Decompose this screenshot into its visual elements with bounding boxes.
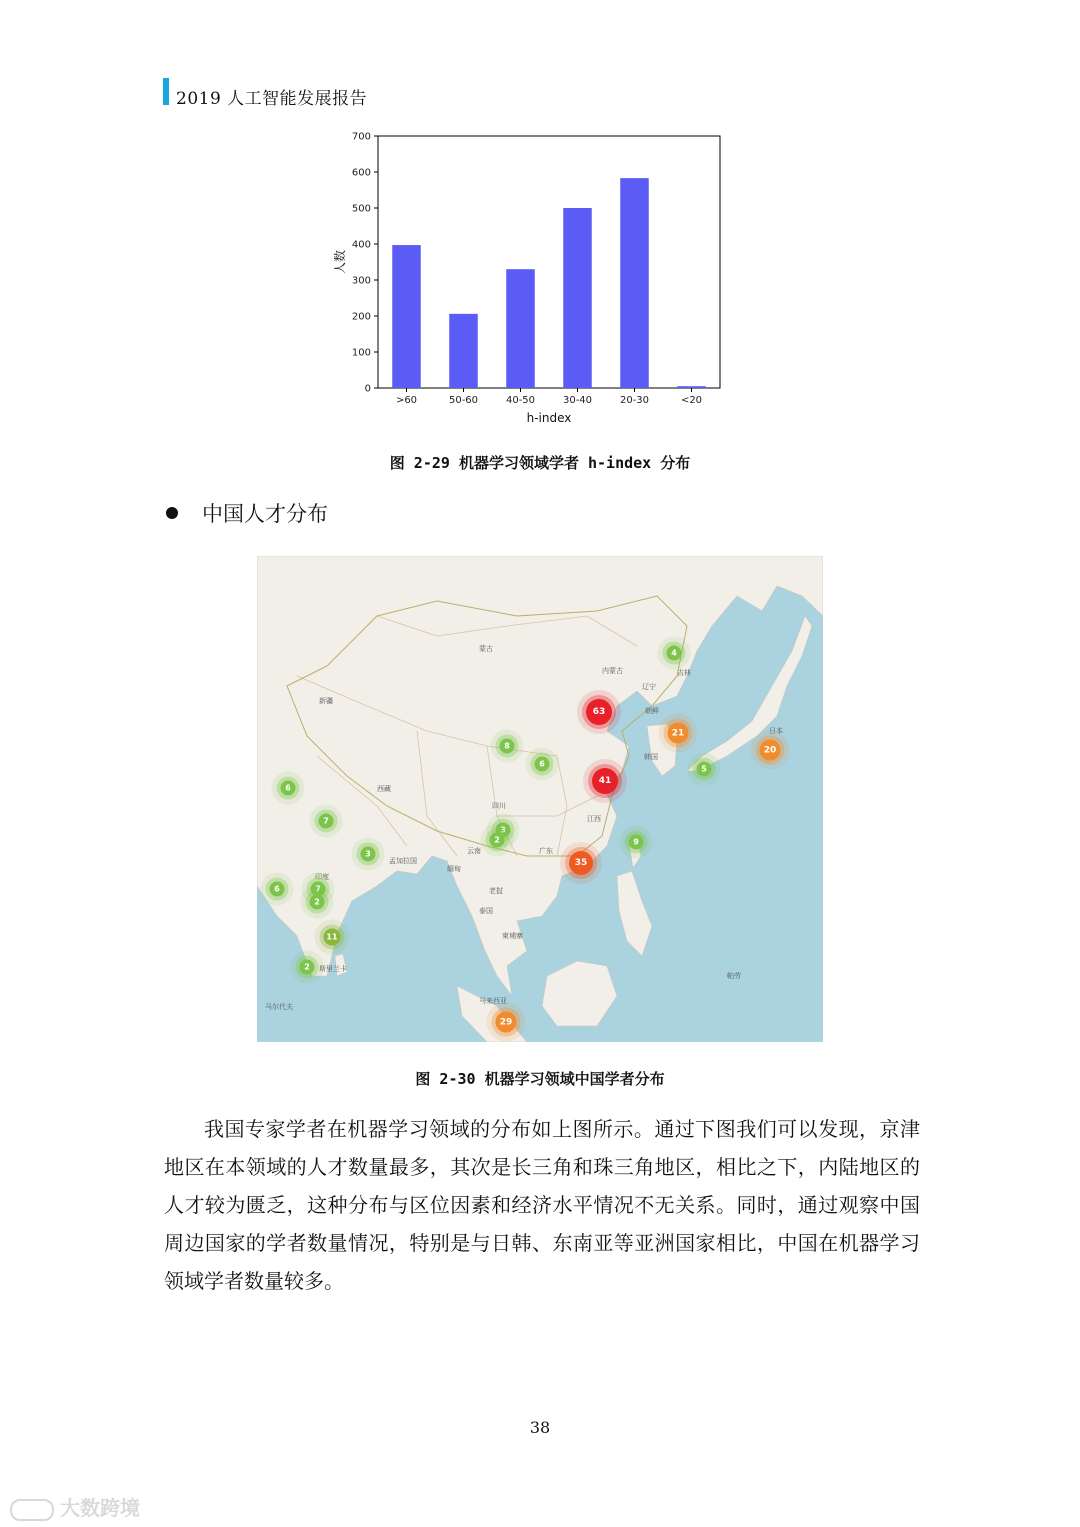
cluster-marker[interactable]: 4	[667, 646, 682, 661]
bar-40-50	[506, 269, 535, 388]
place-label: 帕劳	[727, 972, 741, 980]
figure-caption-2: 图 2-30 机器学习领域中国学者分布	[415, 1070, 665, 1088]
plot-frame	[378, 136, 720, 388]
bar-20-30	[620, 178, 649, 388]
place-label: 马尔代夫	[265, 1003, 293, 1011]
cluster-marker[interactable]: 6	[281, 781, 296, 796]
place-label: 西藏	[377, 785, 391, 793]
cluster-marker[interactable]: 35	[569, 851, 593, 875]
place-label: 内蒙古	[602, 667, 623, 675]
cluster-marker[interactable]: 3	[361, 847, 376, 862]
cluster-marker[interactable]: 2	[300, 960, 315, 975]
x-tick-label: 50-60	[448, 395, 479, 406]
x-axis-label: h-index	[526, 411, 572, 425]
place-label: 新疆	[319, 697, 333, 705]
cluster-marker[interactable]: 21	[668, 723, 689, 744]
body-paragraph-block	[164, 1110, 920, 1300]
sumatra-land	[457, 986, 527, 1042]
y-tick-label: 700	[351, 131, 371, 143]
bar->60	[392, 245, 421, 388]
place-label: 斯里兰卡	[319, 965, 347, 973]
y-tick-label: 100	[351, 347, 371, 359]
watermark-logo-icon	[10, 1499, 54, 1521]
bullet-dot	[166, 507, 178, 519]
figure-caption-1: 图 2-29 机器学习领域学者 h-index 分布	[389, 454, 691, 472]
x-tick-label: 20-30	[619, 395, 650, 406]
cluster-marker[interactable]: 29	[496, 1012, 517, 1033]
cluster-marker[interactable]: 2	[490, 833, 505, 848]
cluster-marker[interactable]: 63	[586, 699, 612, 725]
y-tick-label: 600	[351, 167, 371, 179]
y-axis-label: 人数	[333, 249, 347, 275]
cluster-marker[interactable]: 7	[311, 882, 326, 897]
place-label: 老挝	[489, 887, 503, 895]
place-label: 江西	[587, 815, 601, 823]
place-label: 辽宁	[642, 683, 656, 691]
cluster-marker[interactable]: 41	[592, 768, 618, 794]
philippines-land	[617, 871, 652, 956]
china-talent-map	[257, 556, 823, 1042]
h-index-bar-chart	[0, 0, 1080, 440]
bar-<20	[677, 386, 706, 388]
cluster-marker[interactable]: 7	[319, 814, 334, 829]
bar-50-60	[449, 314, 478, 388]
x-tick-label: 40-50	[505, 395, 536, 406]
page-number: 38	[529, 1418, 551, 1437]
cluster-marker[interactable]: 2	[310, 895, 325, 910]
watermark	[10, 1492, 140, 1521]
place-label: 吉林	[677, 669, 691, 677]
place-label: 朝鲜	[645, 707, 659, 715]
cluster-marker[interactable]: 6	[535, 757, 550, 772]
x-tick-label: <20	[680, 395, 703, 406]
place-label: 马来西亚	[479, 997, 507, 1005]
cluster-marker[interactable]: 6	[270, 882, 285, 897]
place-label: 云南	[467, 847, 481, 855]
x-tick-label: 30-40	[562, 395, 593, 406]
place-label: 四川	[492, 802, 506, 810]
place-label: 蒙古	[479, 645, 493, 653]
cluster-marker[interactable]: 9	[629, 835, 644, 850]
watermark-text: 大数跨境	[60, 1496, 140, 1520]
place-label: 印度	[315, 873, 329, 881]
place-label: 日本	[769, 727, 783, 735]
y-tick-label: 0	[364, 383, 371, 395]
y-tick-label: 400	[351, 239, 371, 251]
place-label: 孟加拉国	[389, 857, 417, 865]
cluster-marker[interactable]: 8	[500, 739, 515, 754]
section-title: 中国人才分布	[202, 502, 328, 526]
place-label: 缅甸	[447, 865, 461, 873]
y-tick-label: 300	[351, 275, 371, 287]
report-header-title: 2019 人工智能发展报告	[176, 89, 368, 109]
cluster-marker[interactable]: 11	[324, 929, 341, 946]
cluster-marker[interactable]: 20	[760, 740, 781, 761]
y-tick-label: 200	[351, 311, 371, 323]
y-tick-label: 500	[351, 203, 371, 215]
place-label: 广东	[539, 847, 553, 855]
cluster-marker[interactable]: 3	[496, 823, 511, 838]
x-tick-label: >60	[395, 395, 418, 406]
place-label: 泰国	[479, 907, 493, 915]
japan-land	[687, 616, 812, 771]
place-label: 韩国	[644, 753, 658, 761]
borneo-land	[542, 961, 617, 1026]
bar-30-40	[563, 208, 592, 388]
place-label: 柬埔寨	[502, 932, 523, 940]
cluster-marker[interactable]: 5	[697, 762, 712, 777]
body-paragraph: 我国专家学者在机器学习领域的分布如上图所示。通过下图我们可以发现，京津地区在本领域的人才数量最多，其次是长三角和珠三角地区，相比之下，内陆地区的人才较为匮乏，这种分布与区位因素和经济水平情况不无关系。同时，通过观察中国周边国家的学者数量情况，特别是与日韩、东南亚等亚洲国家相比，中国在机器学习领域学者数量较多。	[164, 1117, 920, 1293]
